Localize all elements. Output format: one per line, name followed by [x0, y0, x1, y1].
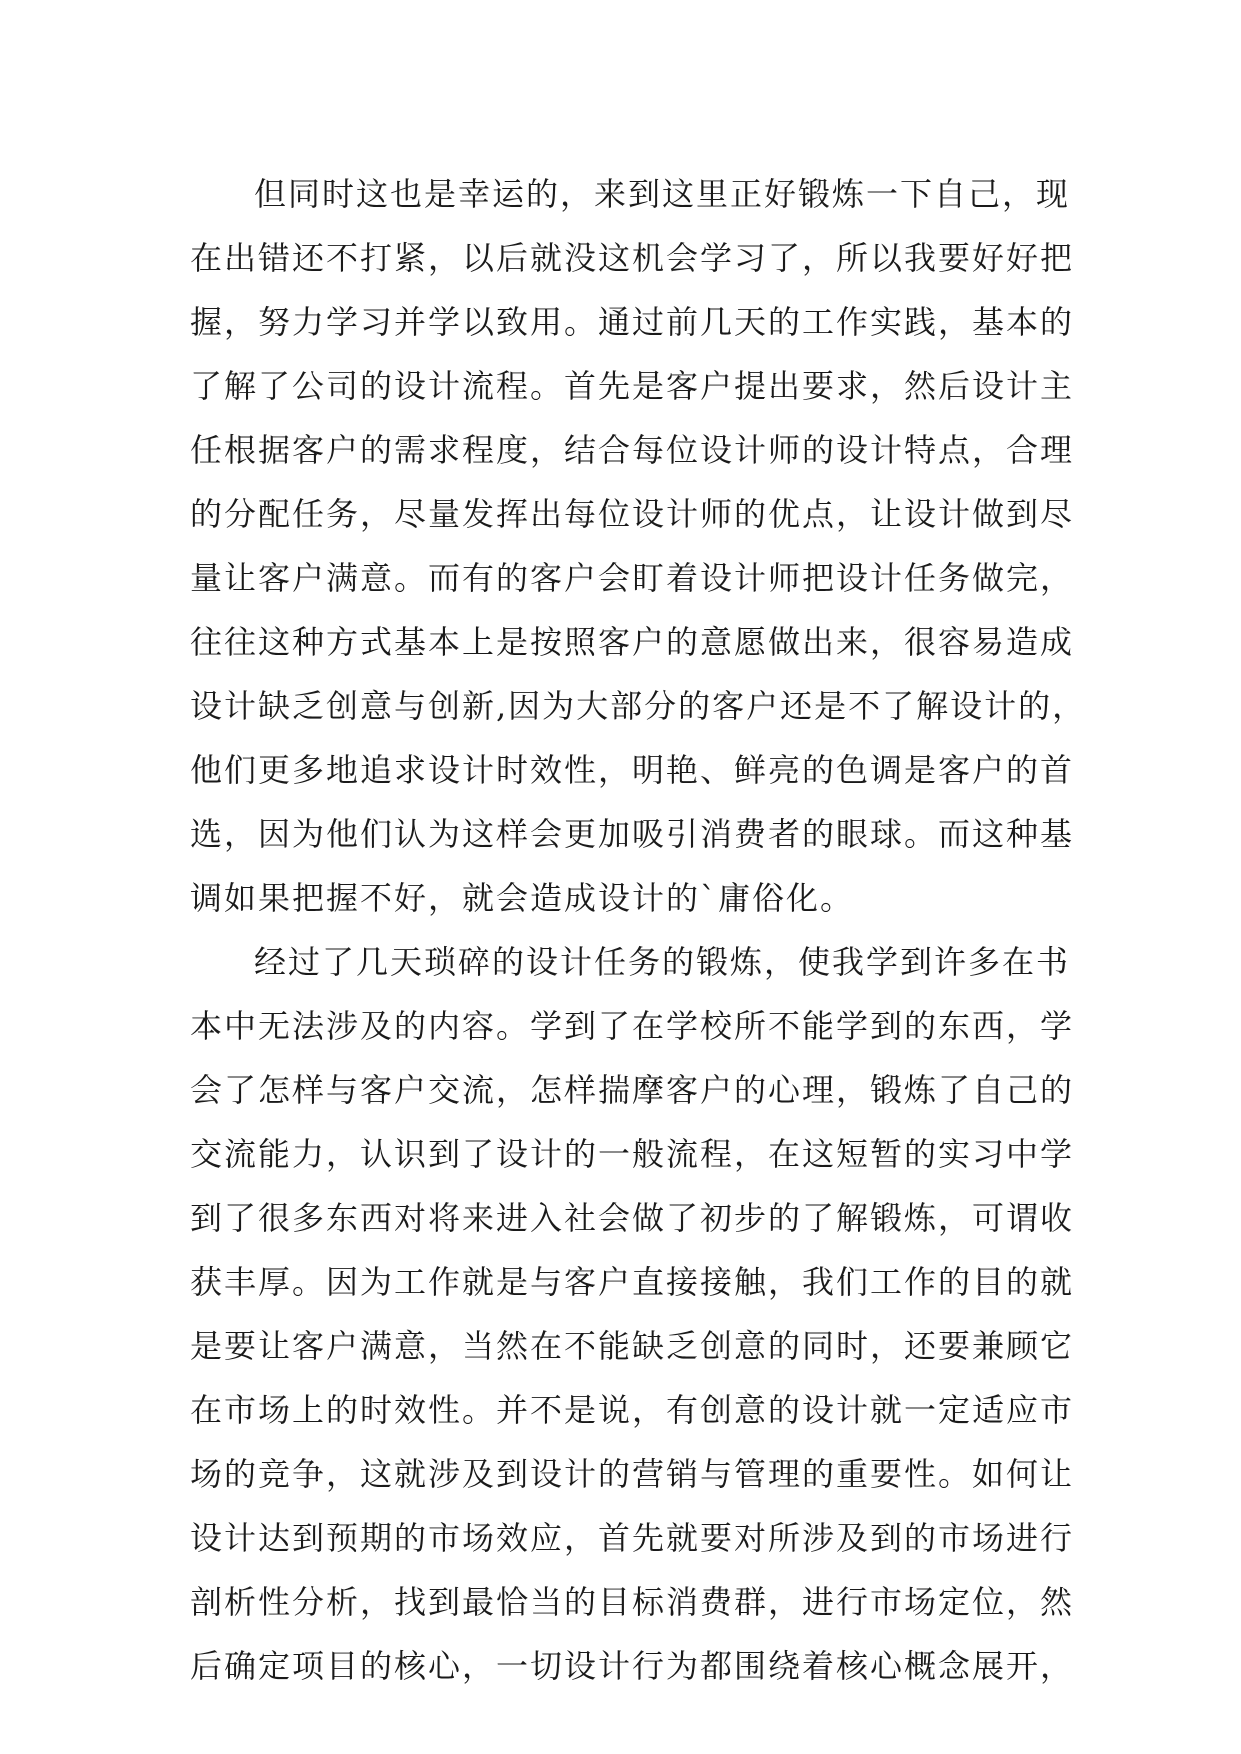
- paragraph-line: 设计达到预期的市场效应，首先就要对所涉及到的市场进行: [190, 1519, 1075, 1557]
- paragraph-line: 剖析性分析，找到最恰当的目标消费群，进行市场定位，然: [190, 1583, 1075, 1621]
- paragraph-line: 交流能力，认识到了设计的一般流程，在这短暂的实习中学: [190, 1135, 1075, 1173]
- paragraph-line: 是要让客户满意，当然在不能缺乏创意的同时，还要兼顾它: [190, 1327, 1075, 1365]
- paragraph-line: 在出错还不打紧，以后就没这机会学习了，所以我要好好把: [190, 239, 1075, 277]
- body-text: [190, 162, 1087, 1698]
- paragraph-line: 场的竞争，这就涉及到设计的营销与管理的重要性。如何让: [190, 1455, 1075, 1493]
- paragraph-line: 经过了几天琐碎的设计任务的锻炼，使我学到许多在书: [254, 943, 1071, 981]
- paragraph-line: 后确定项目的核心，一切设计行为都围绕着核心概念展开，: [190, 1647, 1075, 1685]
- paragraph-line: 选，因为他们认为这样会更加吸引消费者的眼球。而这种基: [190, 815, 1075, 853]
- paragraph-line: 在市场上的时效性。并不是说，有创意的设计就一定适应市: [190, 1391, 1075, 1429]
- paragraph-line: 到了很多东西对将来进入社会做了初步的了解锻炼，可谓收: [190, 1199, 1075, 1237]
- paragraph-line: 调如果把握不好，就会造成设计的`庸俗化。: [190, 879, 855, 917]
- paragraph-line: 会了怎样与客户交流，怎样揣摩客户的心理，锻炼了自己的: [190, 1071, 1075, 1109]
- paragraph-line: 设计缺乏创意与创新,因为大部分的客户还是不了解设计的，: [190, 687, 1087, 725]
- paragraph-line: 的分配任务，尽量发挥出每位设计师的优点，让设计做到尽: [190, 495, 1075, 533]
- paragraph-line: 任根据客户的需求程度，结合每位设计师的设计特点，合理: [190, 431, 1075, 469]
- paragraph-1: [190, 162, 1087, 930]
- paragraph-line: 握，努力学习并学以致用。通过前几天的工作实践，基本的: [190, 303, 1075, 341]
- paragraph-line: 他们更多地追求设计时效性，明艳、鲜亮的色调是客户的首: [190, 751, 1075, 789]
- paragraph-line: 但同时这也是幸运的，来到这里正好锻炼一下自己，现: [254, 175, 1071, 213]
- paragraph-2: [190, 930, 1075, 1698]
- paragraph-line: 往往这种方式基本上是按照客户的意愿做出来，很容易造成: [190, 623, 1075, 661]
- paragraph-line: 获丰厚。因为工作就是与客户直接接触，我们工作的目的就: [190, 1263, 1075, 1301]
- paragraph-line: 本中无法涉及的内容。学到了在学校所不能学到的东西，学: [190, 1007, 1075, 1045]
- paragraph-line: 了解了公司的设计流程。首先是客户提出要求，然后设计主: [190, 367, 1075, 405]
- paragraph-line: 量让客户满意。而有的客户会盯着设计师把设计任务做完，: [190, 559, 1075, 597]
